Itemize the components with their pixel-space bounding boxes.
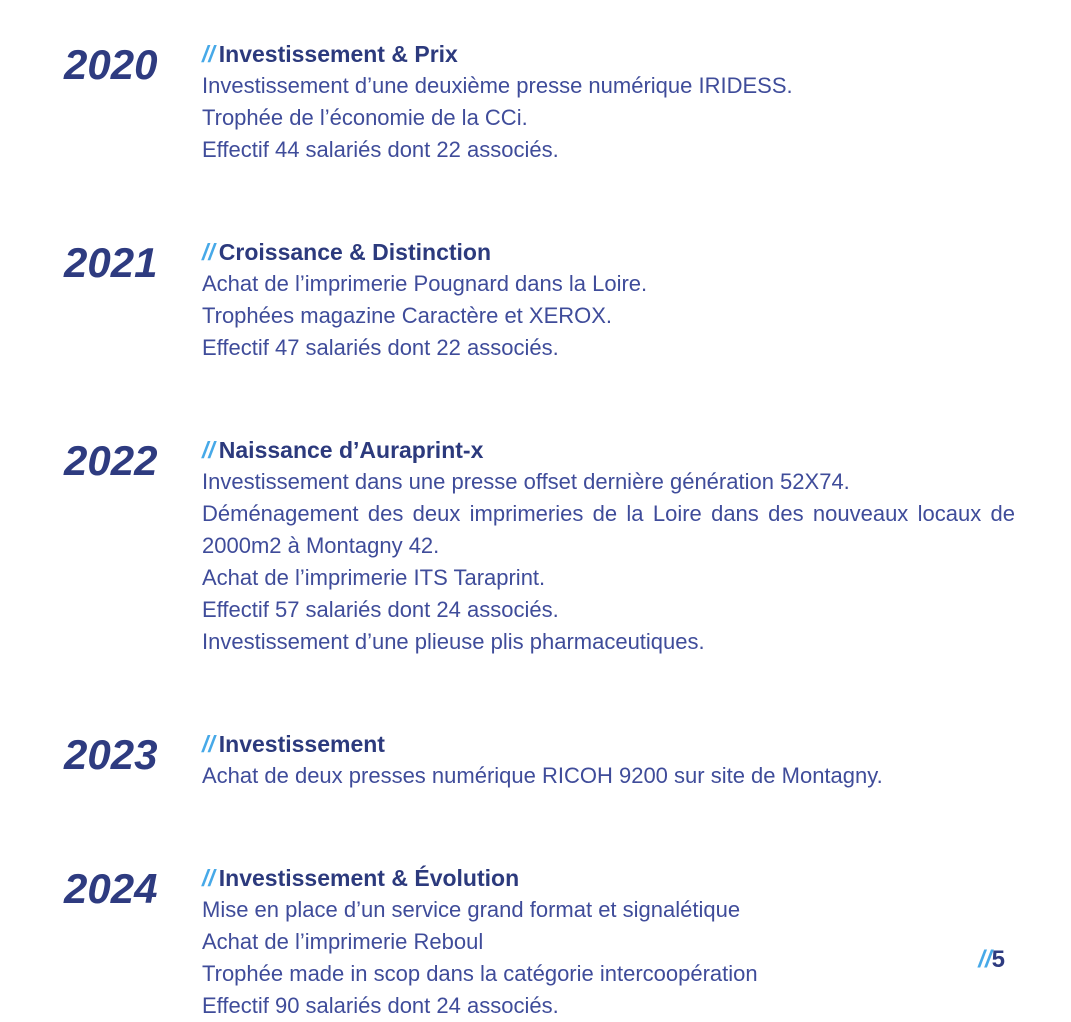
section-title-text: Investissement & Prix (218, 41, 458, 67)
timeline-year: 2020 (64, 41, 158, 88)
section-title (202, 434, 1015, 466)
double-slash-icon: // (202, 437, 215, 463)
timeline-line: Achat de l’imprimerie Reboul (202, 929, 484, 954)
section-title-text: Croissance & Distinction (218, 239, 492, 265)
double-slash-icon: // (202, 731, 215, 757)
timeline-section (64, 728, 1015, 792)
section-title (202, 862, 1015, 894)
timeline-line: Achat de l’imprimerie Pougnard dans la Loire. (202, 271, 648, 296)
section-title (202, 728, 1015, 760)
section-title-text: Investissement (218, 731, 385, 757)
timeline-section (64, 236, 1015, 364)
section-title-text: Naissance d’Auraprint-x (218, 437, 484, 463)
timeline-line: Effectif 47 salariés dont 22 associés. (202, 335, 559, 360)
timeline-line: Trophées magazine Caractère et XEROX. (202, 303, 613, 328)
timeline-section-content (202, 434, 1015, 658)
timeline-section-content (202, 38, 1015, 166)
timeline-sections (64, 38, 1015, 1022)
page-number (978, 946, 1005, 974)
page-number-value: 5 (991, 946, 1005, 973)
timeline-line: Achat de deux presses numérique RICOH 9200 sur site de Montagny. (202, 763, 883, 788)
timeline-section (64, 38, 1015, 166)
timeline-section-content (202, 728, 1015, 792)
timeline-year: 2022 (64, 437, 158, 484)
timeline-line: Trophée de l’économie de la CCi. (202, 105, 528, 130)
timeline-section-content (202, 236, 1015, 364)
timeline-line: Mise en place d’un service grand format et signalétique (202, 897, 741, 922)
double-slash-icon: // (202, 865, 215, 891)
timeline-line: Investissement d’une deuxième presse numérique IRIDESS. (202, 73, 793, 98)
timeline-year: 2021 (64, 239, 158, 286)
timeline-line: Achat de l’imprimerie ITS Taraprint. (202, 565, 546, 590)
section-title (202, 236, 1015, 268)
timeline-section-content (202, 862, 1015, 1022)
timeline-year: 2024 (64, 865, 158, 912)
timeline-line: Effectif 44 salariés dont 22 associés. (202, 137, 559, 162)
timeline-line: Effectif 57 salariés dont 24 associés. (202, 597, 559, 622)
timeline-line: Effectif 90 salariés dont 24 associés. (202, 993, 559, 1018)
timeline-section (64, 862, 1015, 1022)
page-number-slashes-icon: // (978, 946, 992, 973)
timeline-year: 2023 (64, 731, 158, 778)
section-title (202, 38, 1015, 70)
timeline-section (64, 434, 1015, 658)
section-title-text: Investissement & Évolution (218, 865, 520, 891)
double-slash-icon: // (202, 239, 215, 265)
timeline-line: Déménagement des deux imprimeries de la Loire dans des nouveaux locaux de 2000m2 à Montagny 42. (202, 501, 1015, 558)
double-slash-icon: // (202, 41, 215, 67)
timeline-line: Investissement d’une plieuse plis pharmaceutiques. (202, 629, 705, 654)
timeline-line: Investissement dans une presse offset dernière génération 52X74. (202, 469, 850, 494)
timeline-line: Trophée made in scop dans la catégorie intercoopération (202, 961, 758, 986)
